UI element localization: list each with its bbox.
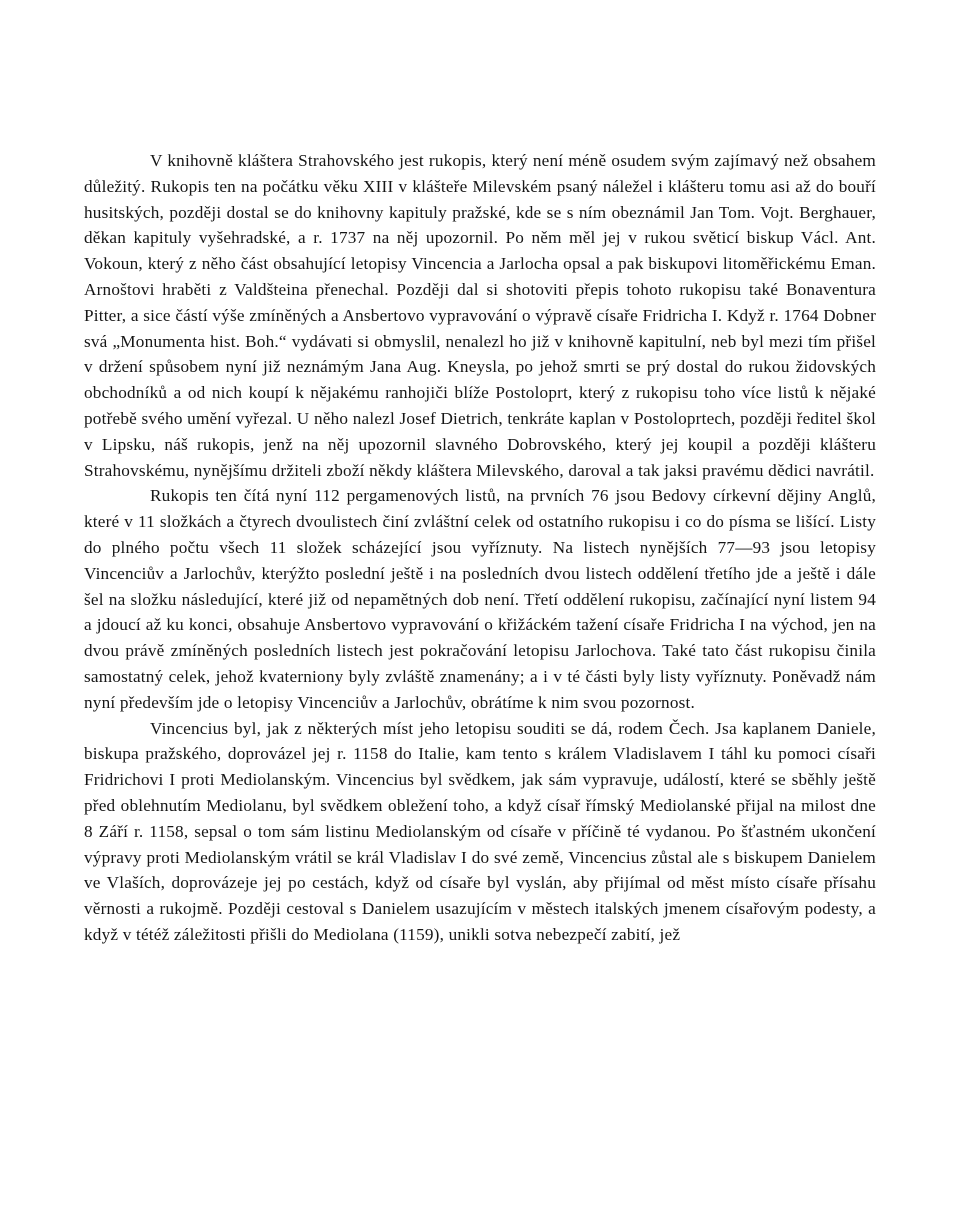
paragraph-manuscript-contents: Rukopis ten čítá nyní 112 pergamenových listů, na prvních 76 jsou Bedovy církevní dějiny Anglů, které v 11 složkách a čtyrech dvoulistech činí zvláštní celek od ostatního rukopisu i co do písma se lišící. Listy do plného počtu všech 11 složek scházející jsou vyříznuty. Na listech nynějších 77—93 jsou letopisy Vincenciův a Jarlochův, kterýžto poslední ještě i na posledních dvou listech oddělení třetího jde a ještě i dále šel na složku následující, které již od nepamětných dob není. Třetí oddělení rukopisu, začínající nyní listem 94 a jdoucí až ku konci, obsahuje Ansbertovo vypravování o křižáckém tažení císaře Fridricha I na východ, jen na dvou právě zmíněných posledních listech jest pokračování letopisu Jarlochova. Také tato část rukopisu činila samostatný celek, jehož kvaterniony byly zvláště znamenány; a i v té části byly listy vyříznuty. Poněvadž nám nyní především jde o letopisy Vincenciův a Jarlochův, obrátíme k nim svou pozornost. — [84, 486, 876, 712]
paragraph-vincencius: Vincencius byl, jak z některých míst jeho letopisu souditi se dá, rodem Čech. Jsa kaplanem Daniele, biskupa pražského, doprovázel jej r. 1158 do Italie, kam tento s králem Vladislavem I táhl ku pomoci císaři Fridrichovi I proti Mediolanským. Vincencius byl svědkem, jak sám vypravuje, událostí, které se sběhly ještě před oblehnutím Mediolanu, byl svědkem obležení toho, a když císař římský Mediolanské přijal na milost dne 8 Září r. 1158, sepsal o tom sám listinu Mediolanským od císaře v příčině té vydanou. Po šťastném ukončení výpravy proti Mediolanským vrátil se král Vladislav I do své země, Vincencius zůstal ale s biskupem Danielem ve Vlaších, doprovázeje jej po cestách, když od císaře byl vyslán, aby přijímal od měst místo císaře přísahu věrnosti a rukojmě. Později cestoval s Danielem usazujícím v městech italských jmenem císařovým podesty, a když v tétéž záležitosti přišli do Mediolana (1159), unikli sotva nebezpečí zabití, jež — [84, 718, 876, 944]
document-page — [84, 148, 876, 948]
paragraph-manuscript-history: V knihovně kláštera Strahovského jest rukopis, který není méně osudem svým zajímavý než obsahem důležitý. Rukopis ten na počátku věku XIII v klášteře Milevském psaný náležel i klášteru tomu asi až do bouří husitských, později dostal se do knihovny kapituly pražské, kde se s ním obeznámil Jan Tom. Vojt. Berghauer, děkan kapituly vyšehradské, a r. 1737 na něj upozornil. Po něm měl jej v rukou světicí biskup Václ. Ant. Vokoun, který z něho část obsahující letopisy Vincencia a Jarlocha opsal a pak biskupovi litoměřickému Eman. Arnoštovi hraběti z Valdšteina přenechal. Později dal si shotoviti přepis tohoto rukopisu také Bonaventura Pitter, a sice částí výše zmíněných a Ansbertovo vypravování o výpravě císaře Fridricha I. Když r. 1764 Dobner svá „Monumenta hist. Boh.“ vydávati si obmyslil, nenalezl ho již v knihovně kapitulní, neb byl mezi tím přišel v držení spůsobem nyní již neznámým Jana Aug. Kneysla, po jehož smrti se prý dostal do rukou židovských obchodníků a od nich koupí k nějakému ranhojiči blíže Postoloprt, který z rukopisu toho více listů k nějaké potřebě svého umění vyřezal. U něho nalezl Josef Dietrich, tenkráte kaplan v Postoloprtech, později ředitel škol v Lipsku, náš rukopis, jenž na něj upozornil slavného Dobrovského, který jej koupil a později klášteru Strahovskému, nynějšímu držiteli zboží někdy kláštera Milevského, daroval a tak jaksi pravému dědici navrátil. — [84, 151, 876, 480]
